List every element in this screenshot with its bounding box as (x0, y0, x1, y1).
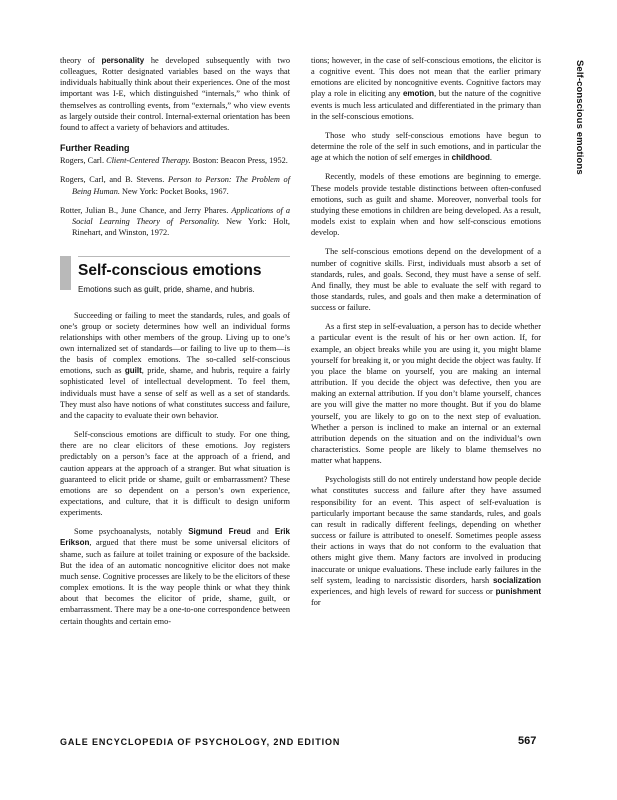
paragraph: The self-conscious emotions depend on the development of a number of cognitive skills. First, individuals must absorb a set of standards, rules, and goals. Second, they must have a sense of self. And finally, they must be able to evaluate the self with regard to those standards, rules, and goals and then make a determination of success or failure. (311, 247, 541, 313)
term-guilt: guilt (124, 366, 142, 376)
ref-author: Rogers, Carl, and B. Stevens. (60, 175, 169, 185)
paragraph (311, 55, 541, 122)
ref-title: Client-Centered Therapy. (106, 156, 191, 166)
right-column (311, 55, 541, 616)
entry-header (60, 256, 290, 295)
text: , argued that there must be some universal elicitors of shame, such as failure at toilet training or exposure of the backside. But the idea of an automatic noncognitive elicitor does not make much sense. Cognitive processes are likely to be the elicitors of these complex emotions. It is the way people think or what they think about that becomes the elicitor of pride, shame, guilt, or embarrassment. There may be a one-to-one correspondence between certain thoughts and certain emo- (60, 538, 290, 626)
term-childhood: childhood (451, 153, 490, 163)
text: Some psychoanalysts, notably (74, 527, 189, 537)
entry-title: Self-conscious emotions (78, 262, 262, 280)
text: Psychologists still do not entirely understand how people decide what constitutes success and failure after they have assumed responsibility for an event. This aspect of self-evaluation is particularly important because the same standards, rules, and goals can result in radically different feelings, depending on whether success or failure is attributed to oneself. Sometimes people assess their actions in ways that do not conform to the evaluation that others might give them. Many factors are involved in producing inaccurate or unique evaluations. These include early failures in the self system, leading to narcissistic disorders, harsh (311, 475, 541, 585)
paragraph (60, 310, 290, 422)
text: tions; however, in the case of self-conscious emotions, the elicitor is a cognitive event. This does not mean that the earlier primary emotions are elicited by noncognitive events. Cognitive factors may play a role in eliciting any (311, 56, 541, 99)
ref-pub: New York: Pocket Books, 1967. (119, 186, 229, 196)
footer-publication-title: GALE ENCYCLOPEDIA OF PSYCHOLOGY, 2ND EDITION (60, 737, 341, 747)
text: for (311, 598, 321, 608)
further-reading-heading: Further Reading (60, 143, 130, 154)
entry-rule (78, 256, 290, 257)
paragraph (311, 130, 541, 163)
reference-item (60, 205, 290, 238)
text: experiences, and high levels of reward for success or (311, 586, 496, 596)
paragraph: Self-conscious emotions are difficult to study. For one thing, there are no clear elicitors of these emotions. Joy registers predictably on a person’s face at the approach of a friend, and caution appears at the approach of a stranger. But what situation is guaranteed to elicit pride or shame, guilt or embarrassment? These emotions are so dependent on a person’s own experience, expectations, and culture, that it is difficult to design uniform experiments. (60, 430, 290, 518)
term-erik-erikson: Erik Erikson (60, 527, 290, 548)
paragraph: As a first step in self-evaluation, a person has to decide whether a particular event is the result of his or her own action. If, for example, an object breaks while you are using it, you might blame yourself for breaking it, or you might decide the object was faulty. If you place the blame on yourself, you are making an internal attribution. If you decide the object was defective, then you are making an external attribution. If you don’t blame yourself, chances are you will give the matter no more thought. But if you do blame yourself, you are likely to go on to the next step of evaluation. Whether a person is inclined to make an internal or an external attribution depends on the situation and on the individual’s own characteristics. Some people are likely to blame themselves no matter what happens. (311, 322, 541, 466)
term-emotion: emotion (402, 89, 435, 99)
reference-item (60, 155, 290, 166)
paragraph (311, 474, 541, 608)
term-socialization: socialization (492, 575, 541, 585)
text: . (489, 153, 492, 163)
term-punishment: punishment (495, 586, 541, 596)
running-head-text: Self-conscious emotions (574, 60, 585, 175)
reference-item (60, 174, 290, 196)
term-personality: personality (101, 56, 145, 65)
entry-marker-bar (60, 256, 71, 290)
text: Succeeding or failing to meet the standards, rules, and goals of one’s group or society determines how well an individual forms relationships with other members of the group. Living up to one’s own internalized set of standards—or failing to live up to them—is the basis of complex emotions. The so-called self-conscious emotions, such as (60, 310, 290, 376)
ref-title: Person to Person: The Problem of Being Human. (72, 175, 290, 196)
ref-pub: Boston: Beacon Press, 1952. (190, 156, 288, 166)
left-column (60, 55, 290, 635)
text: he developed subsequently with two colleagues, Rotter designated variables based on the ways that individuals habitually think about their experiences. One of the most important was I-E, which distinguished “internals,” who think of themselves as controlling events, from “externals,” who view events as largely outside their control. Internal-external orientation has been found to affect a variety of behaviors and attitudes. (60, 56, 290, 132)
text: , but the nature of the cognitive events is much less articulated and differentiated in the primary than in the self-conscious emotions. (311, 89, 541, 121)
ref-title: Applications of a Social Learning Theory of Personality. (72, 205, 290, 226)
text: theory of (60, 56, 102, 65)
ref-author: Rogers, Carl. (60, 156, 107, 166)
entry-subtitle: Emotions such as guilt, pride, shame, and hubris. (78, 285, 255, 295)
paragraph (60, 526, 290, 626)
paragraph: Recently, models of these emotions are beginning to emerge. These models provide testable distinctions between often-confused emotions, such as guilt and shame. Moreover, nonverbal tools for studying these emotions in children are being developed. As a result, models exist to explain when and how self-conscious emotions develop. (311, 172, 541, 238)
text: and (250, 527, 275, 537)
paragraph (60, 55, 290, 133)
page-number: 567 (518, 735, 537, 747)
running-head-tab (574, 60, 588, 210)
term-sigmund-freud: Sigmund Freud (188, 527, 251, 537)
text: Those who study self-conscious emotions have begun to determine the role of the self in such emotions, and in particular the age at which the notion of self emerges in (311, 130, 541, 163)
ref-author: Rotter, Julian B., June Chance, and Jerry Phares. (60, 205, 232, 215)
text: , pride, shame, and hubris, require a fairly sophisticated level of intellectual development. To feel them, individuals must have a sense of self as well as a set of standards. They must also have notions of what constitutes success and failure, and the capacity to evaluate their own behavior. (60, 366, 290, 420)
ref-pub: New York: Holt, Rinehart, and Winston, 1972. (72, 216, 290, 238)
